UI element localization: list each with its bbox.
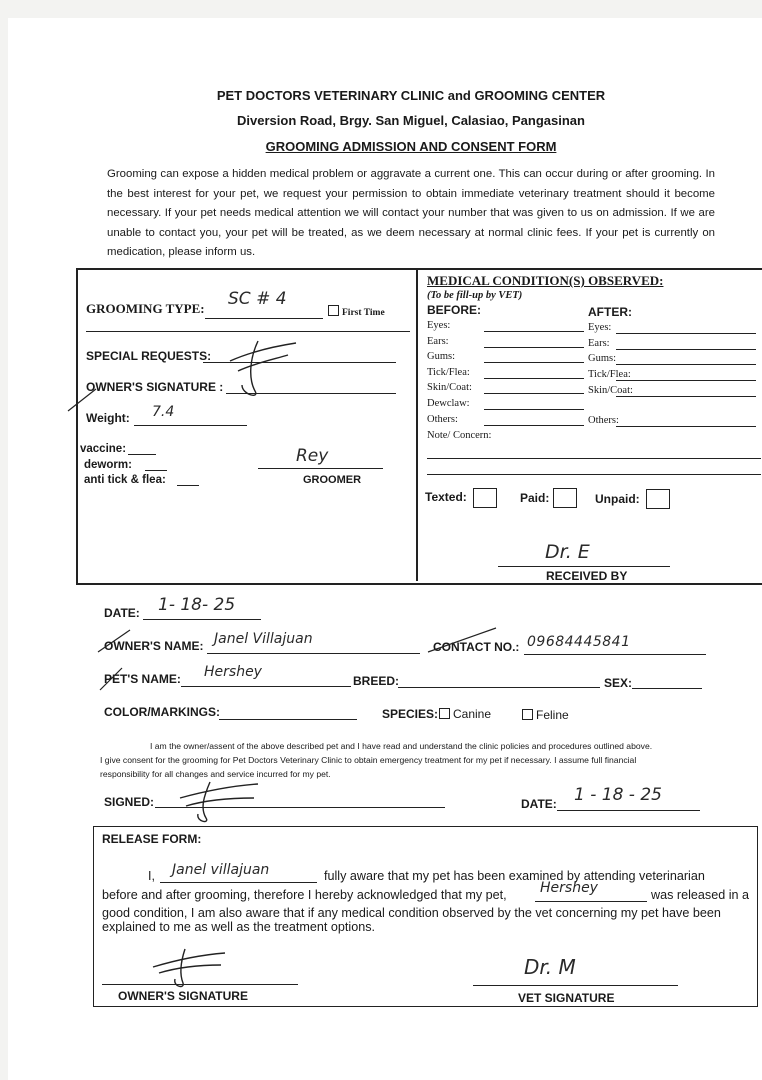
- consent-line-1: I am the owner/assent of the above described pet and I have read and understand the clinic policies and procedures outlined above.: [150, 741, 653, 751]
- contact-label: CONTACT NO.:: [433, 640, 520, 654]
- medical-title: MEDICAL CONDITION(S) OBSERVED:: [427, 273, 664, 288]
- after-item-line[interactable]: [616, 426, 756, 427]
- after-item-label: Ears:: [588, 338, 610, 349]
- received-by-value[interactable]: Dr. E: [545, 541, 590, 563]
- species-label: SPECIES:: [382, 707, 439, 721]
- owner-signature-1: [200, 333, 310, 403]
- note-line-2[interactable]: [427, 474, 761, 475]
- grooming-type-value[interactable]: SC # 4: [228, 289, 287, 309]
- weight-value[interactable]: 7.4: [152, 404, 175, 420]
- release-owner-value[interactable]: Janel villajuan: [172, 862, 270, 878]
- canine-checkbox[interactable]: [439, 708, 450, 719]
- medical-subtitle: (To be fill-up by VET): [427, 290, 523, 301]
- signed-label: SIGNED:: [104, 795, 155, 809]
- after-item-line[interactable]: [616, 333, 756, 334]
- after-item-label: Gums:: [588, 353, 617, 364]
- paid-box[interactable]: [553, 488, 577, 508]
- after-item-label: Tick/Flea:: [588, 369, 631, 380]
- texted-label: Texted:: [425, 490, 467, 504]
- received-by-label: RECEIVED BY: [546, 569, 628, 583]
- owner-signature-2: [170, 776, 270, 826]
- grooming-type-label: GROOMING TYPE:: [86, 301, 205, 316]
- weight-line: [134, 425, 247, 426]
- texted-box[interactable]: [473, 488, 497, 508]
- canine-label: Canine: [453, 707, 492, 721]
- before-item-line[interactable]: [484, 425, 584, 426]
- checkmark-pet-name: [98, 664, 128, 694]
- release-owner-line: [160, 882, 317, 883]
- owner-signature-label: OWNER'S SIGNATURE :: [86, 380, 224, 394]
- first-time-label: First Time: [342, 308, 385, 318]
- sex-line[interactable]: [632, 688, 702, 689]
- owner-signature-3: [145, 945, 235, 990]
- grooming-type-extra-line: [86, 331, 410, 332]
- before-item-line[interactable]: [484, 409, 584, 410]
- before-item-line[interactable]: [484, 378, 584, 379]
- vet-signature-line: [473, 985, 678, 986]
- after-item-line[interactable]: [616, 396, 756, 397]
- checkmark-owner-name: [96, 626, 136, 656]
- note-label: Note/ Concern:: [427, 430, 492, 441]
- before-item-label: Gums:: [427, 351, 456, 362]
- before-item-line[interactable]: [484, 331, 584, 332]
- consent-date-line: [557, 810, 700, 811]
- sex-label: SEX:: [604, 676, 633, 690]
- deworm-label: deworm:: [84, 459, 132, 471]
- checkmark-contact: [424, 624, 504, 654]
- consent-line-2: I give consent for the grooming for Pet Doctors Veterinary Clinic to obtain emergency treatment for my pet if necessary. I assume full financial: [100, 755, 637, 765]
- feline-checkbox[interactable]: [522, 709, 533, 720]
- before-item-line[interactable]: [484, 393, 584, 394]
- before-label: BEFORE:: [427, 303, 481, 317]
- after-item-label: Skin/Coat:: [588, 385, 633, 396]
- vaccine-label: vaccine:: [80, 443, 127, 455]
- deworm-line: [145, 470, 167, 471]
- contact-line: [524, 654, 706, 655]
- after-item-label: Others:: [588, 415, 619, 426]
- owner-name-label: OWNER'S NAME:: [104, 639, 204, 653]
- vaccine-line: [128, 454, 156, 455]
- first-time-checkbox[interactable]: [328, 305, 385, 318]
- groomer-line: [258, 468, 383, 469]
- unpaid-box[interactable]: [646, 489, 670, 509]
- owner-name-value[interactable]: Janel Villajuan: [214, 631, 313, 647]
- date-value[interactable]: 1- 18- 25: [158, 595, 236, 615]
- intro-paragraph: Grooming can expose a hidden medical problem or aggravate a current one. This can occur during or after grooming. In the best interest for your pet, we request your permission to obtain immediate veterinary treatment should it become necessary. If your pet needs medical attention we will contact your number that was given to us on admission. If we are unable to contact you, your pet will be treated, as we deem necessary at normal clinic fees. If your pet is currently on medication, please inform us.: [107, 168, 715, 258]
- before-item-label: Dewclaw:: [427, 398, 470, 409]
- pet-name-value[interactable]: Hershey: [204, 664, 262, 680]
- groomer-value[interactable]: Rey: [296, 446, 329, 466]
- pet-name-label: PET'S NAME:: [104, 672, 181, 686]
- before-item-label: Ears:: [427, 336, 449, 347]
- release-text-2: fully aware that my pet has been examined by attending veterinarian: [324, 869, 705, 883]
- owner-name-line: [207, 653, 420, 654]
- release-owner-signature-label: OWNER'S SIGNATURE: [118, 989, 248, 1003]
- consent-date-value[interactable]: 1 - 18 - 25: [574, 785, 662, 805]
- before-item-label: Others:: [427, 414, 458, 425]
- after-item-line[interactable]: [616, 349, 756, 350]
- section-divider: [416, 270, 418, 581]
- release-pet-line: [535, 901, 647, 902]
- before-item-line[interactable]: [484, 347, 584, 348]
- release-pet-value[interactable]: Hershey: [540, 880, 598, 896]
- before-item-label: Eyes:: [427, 320, 451, 331]
- weight-label: Weight:: [86, 411, 130, 425]
- species-feline-option[interactable]: [522, 708, 569, 722]
- received-by-line: [498, 566, 670, 567]
- before-item-line[interactable]: [484, 362, 584, 363]
- breed-line[interactable]: [398, 687, 600, 688]
- release-text-5: good condition, I am also aware that if any medical condition observed by the vet concerning my pet have been: [102, 906, 721, 920]
- contact-value[interactable]: 09684445841: [527, 634, 631, 650]
- grooming-type-line: [205, 318, 323, 319]
- before-item-label: Skin/Coat:: [427, 382, 472, 393]
- first-time-box[interactable]: [328, 305, 339, 316]
- clinic-address: Diversion Road, Brgy. San Miguel, Calasiao, Pangasinan: [237, 113, 585, 128]
- color-markings-line[interactable]: [219, 719, 357, 720]
- consent-line-3: responsibility for all changes and service incurred for my pet.: [100, 769, 331, 779]
- release-text-6: explained to me as well as the treatment options.: [102, 920, 376, 934]
- groomer-label: GROOMER: [303, 474, 362, 486]
- unpaid-label: Unpaid:: [595, 492, 640, 506]
- release-title: RELEASE FORM:: [102, 832, 202, 846]
- consent-date-label: DATE:: [521, 797, 557, 811]
- pet-name-line: [181, 686, 351, 687]
- date-line: [143, 619, 261, 620]
- feline-label: Feline: [536, 708, 569, 722]
- after-label: AFTER:: [588, 305, 632, 319]
- color-markings-label: COLOR/MARKINGS:: [104, 705, 220, 719]
- paid-label: Paid:: [520, 491, 550, 505]
- after-item-label: Eyes:: [588, 322, 612, 333]
- date-label: DATE:: [104, 606, 140, 620]
- after-item-line[interactable]: [616, 364, 756, 365]
- anti-tick-line: [177, 485, 199, 486]
- release-text-1: I,: [148, 869, 155, 883]
- vet-signature-label: VET SIGNATURE: [518, 991, 615, 1005]
- special-requests-label: SPECIAL REQUESTS:: [86, 349, 212, 363]
- anti-tick-label: anti tick & flea:: [84, 474, 166, 486]
- breed-label: BREED:: [353, 674, 400, 688]
- clinic-name: PET DOCTORS VETERINARY CLINIC and GROOMING CENTER: [216, 88, 606, 103]
- release-text-3: before and after grooming, therefore I hereby acknowledged that my pet,: [102, 888, 507, 902]
- vet-signature-value[interactable]: Dr. M: [524, 955, 576, 979]
- form-title: GROOMING ADMISSION AND CONSENT FORM: [265, 139, 557, 154]
- species-canine-option[interactable]: [439, 707, 491, 721]
- after-item-line[interactable]: [616, 380, 756, 381]
- release-text-4: was released in a: [651, 888, 750, 902]
- before-item-label: Tick/Flea:: [427, 367, 470, 378]
- note-line-1[interactable]: [427, 458, 761, 459]
